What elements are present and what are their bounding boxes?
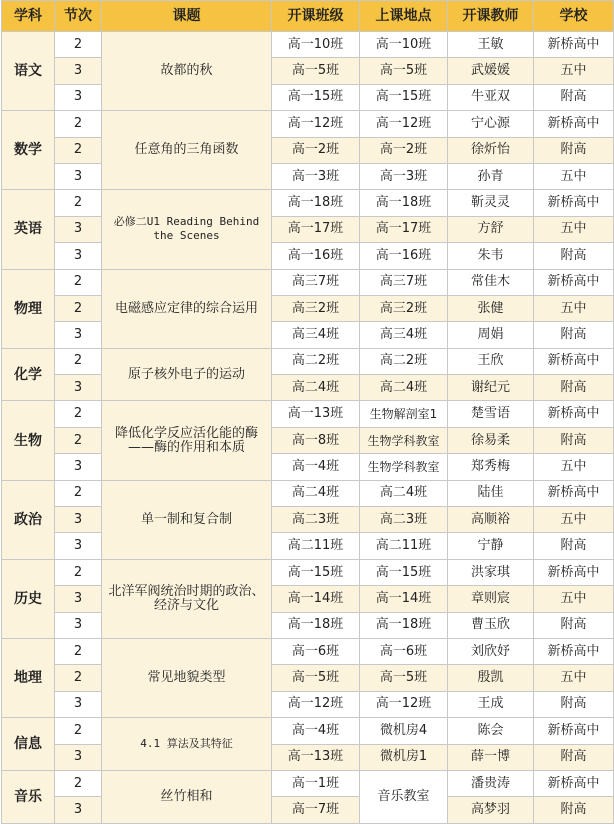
- table-body: [2, 32, 614, 824]
- class-cell: 高一18班: [272, 190, 360, 216]
- class-cell: 高二4班: [272, 375, 360, 401]
- school-cell: 新桥高中: [534, 559, 614, 585]
- location-cell: 高一18班: [360, 612, 448, 638]
- period-cell: 2: [55, 295, 102, 321]
- table-row: [2, 480, 614, 506]
- period-cell: 3: [55, 322, 102, 348]
- period-cell: 2: [55, 770, 102, 796]
- subject-cell: 数学: [2, 111, 55, 190]
- period-cell: 3: [55, 454, 102, 480]
- location-cell: 高二4班: [360, 480, 448, 506]
- table-row: [2, 58, 614, 84]
- subject-cell: 化学: [2, 348, 55, 401]
- teacher-cell: 陆佳: [448, 480, 534, 506]
- period-cell: 2: [55, 137, 102, 163]
- period-cell: 3: [55, 533, 102, 559]
- teacher-cell: 宁静: [448, 533, 534, 559]
- table-row: [2, 559, 614, 585]
- school-cell: 五中: [534, 454, 614, 480]
- topic-cell: 原子核外电子的运动: [102, 348, 272, 401]
- location-cell: 生物学科教室: [360, 427, 448, 453]
- location-cell: 高一12班: [360, 111, 448, 137]
- location-cell: 高二2班: [360, 348, 448, 374]
- school-cell: 五中: [534, 665, 614, 691]
- table-row: [2, 375, 614, 401]
- teacher-cell: 孙青: [448, 163, 534, 189]
- class-cell: 高三7班: [272, 269, 360, 295]
- period-cell: 2: [55, 401, 102, 427]
- location-cell: 高一15班: [360, 559, 448, 585]
- school-cell: 新桥高中: [534, 770, 614, 796]
- location-cell: 生物解剖室1: [360, 401, 448, 427]
- class-cell: 高一5班: [272, 665, 360, 691]
- class-cell: 高二4班: [272, 480, 360, 506]
- class-cell: 高一4班: [272, 454, 360, 480]
- teacher-cell: 谢纪元: [448, 375, 534, 401]
- school-cell: 附高: [534, 84, 614, 110]
- topic-cell: 必修二U1 Reading Behind the Scenes: [102, 190, 272, 269]
- table-row: [2, 691, 614, 717]
- table-row: [2, 718, 614, 744]
- class-cell: 高二11班: [272, 533, 360, 559]
- school-cell: 新桥高中: [534, 638, 614, 664]
- period-cell: 3: [55, 797, 102, 823]
- class-cell: 高一4班: [272, 718, 360, 744]
- school-cell: 五中: [534, 216, 614, 242]
- location-cell: 高一6班: [360, 638, 448, 664]
- location-cell: 高二3班: [360, 507, 448, 533]
- class-cell: 高一2班: [272, 137, 360, 163]
- teacher-cell: 曹玉欣: [448, 612, 534, 638]
- teacher-cell: 刘欣妤: [448, 638, 534, 664]
- location-cell: 高一15班: [360, 84, 448, 110]
- subject-cell: 地理: [2, 638, 55, 717]
- topic-cell: 任意角的三角函数: [102, 111, 272, 190]
- table-row: [2, 190, 614, 216]
- topic-cell: 电磁感应定律的综合运用: [102, 269, 272, 348]
- school-cell: 五中: [534, 58, 614, 84]
- school-cell: 五中: [534, 586, 614, 612]
- school-cell: 附高: [534, 744, 614, 770]
- location-cell: 微机房4: [360, 718, 448, 744]
- teacher-cell: 楚雪语: [448, 401, 534, 427]
- school-cell: 附高: [534, 533, 614, 559]
- location-cell: 高一3班: [360, 163, 448, 189]
- period-cell: 2: [55, 427, 102, 453]
- subject-cell: 语文: [2, 32, 55, 111]
- subject-cell: 音乐: [2, 770, 55, 823]
- class-cell: 高一7班: [272, 797, 360, 823]
- school-cell: 附高: [534, 243, 614, 269]
- class-cell: 高一10班: [272, 32, 360, 58]
- schedule-table: [1, 0, 614, 824]
- class-cell: 高一15班: [272, 559, 360, 585]
- topic-cell: 降低化学反应活化能的酶——酶的作用和本质: [102, 401, 272, 480]
- table-row: [2, 507, 614, 533]
- period-cell: 2: [55, 348, 102, 374]
- school-cell: 附高: [534, 691, 614, 717]
- location-cell: 高二11班: [360, 533, 448, 559]
- period-cell: 3: [55, 58, 102, 84]
- table-row: [2, 533, 614, 559]
- period-cell: 2: [55, 559, 102, 585]
- table-row: [2, 638, 614, 664]
- table-row: [2, 454, 614, 480]
- header-subject: 学科: [2, 1, 55, 32]
- location-cell: 高一14班: [360, 586, 448, 612]
- subject-cell: 政治: [2, 480, 55, 559]
- teacher-cell: 高顺裕: [448, 507, 534, 533]
- period-cell: 3: [55, 744, 102, 770]
- class-cell: 高二3班: [272, 507, 360, 533]
- period-cell: 2: [55, 111, 102, 137]
- period-cell: 2: [55, 32, 102, 58]
- location-cell: 高一5班: [360, 665, 448, 691]
- teacher-cell: 徐炘怡: [448, 137, 534, 163]
- school-cell: 新桥高中: [534, 718, 614, 744]
- header-school: 学校: [534, 1, 614, 32]
- teacher-cell: 章则宸: [448, 586, 534, 612]
- period-cell: 3: [55, 507, 102, 533]
- location-cell: 生物学科教室: [360, 454, 448, 480]
- class-cell: 高一5班: [272, 58, 360, 84]
- class-cell: 高三4班: [272, 322, 360, 348]
- period-cell: 2: [55, 269, 102, 295]
- header-class: 开课班级: [272, 1, 360, 32]
- period-cell: 2: [55, 665, 102, 691]
- subject-cell: 物理: [2, 269, 55, 348]
- table-row: [2, 322, 614, 348]
- topic-cell: 北洋军阀统治时期的政治、经济与文化: [102, 559, 272, 638]
- period-cell: 3: [55, 375, 102, 401]
- header-topic: 课题: [102, 1, 272, 32]
- location-cell: 高一16班: [360, 243, 448, 269]
- class-cell: 高三2班: [272, 295, 360, 321]
- header-row: [2, 1, 614, 32]
- table-row: [2, 744, 614, 770]
- school-cell: 附高: [534, 322, 614, 348]
- teacher-cell: 高梦羽: [448, 797, 534, 823]
- teacher-cell: 陈会: [448, 718, 534, 744]
- table-row: [2, 111, 614, 137]
- class-cell: 高一13班: [272, 401, 360, 427]
- period-cell: 3: [55, 691, 102, 717]
- school-cell: 新桥高中: [534, 111, 614, 137]
- table-row: [2, 163, 614, 189]
- header-period: 节次: [55, 1, 102, 32]
- period-cell: 2: [55, 190, 102, 216]
- header-teacher: 开课教师: [448, 1, 534, 32]
- location-cell: 高一18班: [360, 190, 448, 216]
- teacher-cell: 靳灵灵: [448, 190, 534, 216]
- teacher-cell: 潘贵涛: [448, 770, 534, 796]
- subject-cell: 历史: [2, 559, 55, 638]
- location-cell: 高一10班: [360, 32, 448, 58]
- table-row: [2, 84, 614, 110]
- subject-cell: 生物: [2, 401, 55, 480]
- topic-cell: 故都的秋: [102, 32, 272, 111]
- location-cell: 高一12班: [360, 691, 448, 717]
- header-location: 上课地点: [360, 1, 448, 32]
- class-cell: 高一15班: [272, 84, 360, 110]
- location-cell: 高一17班: [360, 216, 448, 242]
- class-cell: 高一18班: [272, 612, 360, 638]
- class-cell: 高二2班: [272, 348, 360, 374]
- teacher-cell: 宁心源: [448, 111, 534, 137]
- location-cell: 高一2班: [360, 137, 448, 163]
- teacher-cell: 武媛媛: [448, 58, 534, 84]
- school-cell: 新桥高中: [534, 480, 614, 506]
- table-row: [2, 348, 614, 374]
- class-cell: 高一12班: [272, 691, 360, 717]
- location-cell: 微机房1: [360, 744, 448, 770]
- class-cell: 高一14班: [272, 586, 360, 612]
- school-cell: 五中: [534, 507, 614, 533]
- school-cell: 附高: [534, 137, 614, 163]
- period-cell: 2: [55, 480, 102, 506]
- teacher-cell: 殷凯: [448, 665, 534, 691]
- school-cell: 新桥高中: [534, 32, 614, 58]
- class-cell: 高一3班: [272, 163, 360, 189]
- table-row: [2, 770, 614, 796]
- table-row: [2, 269, 614, 295]
- class-cell: 高一12班: [272, 111, 360, 137]
- teacher-cell: 薛一博: [448, 744, 534, 770]
- class-cell: 高一13班: [272, 744, 360, 770]
- table-row: [2, 401, 614, 427]
- school-cell: 新桥高中: [534, 269, 614, 295]
- teacher-cell: 张健: [448, 295, 534, 321]
- teacher-cell: 王敏: [448, 32, 534, 58]
- location-cell: 音乐教室: [360, 770, 448, 823]
- period-cell: 3: [55, 612, 102, 638]
- table-row: [2, 612, 614, 638]
- table-row: [2, 243, 614, 269]
- location-cell: 高三4班: [360, 322, 448, 348]
- topic-cell: 丝竹相和: [102, 770, 272, 823]
- period-cell: 3: [55, 163, 102, 189]
- period-cell: 3: [55, 243, 102, 269]
- class-cell: 高一17班: [272, 216, 360, 242]
- teacher-cell: 王成: [448, 691, 534, 717]
- period-cell: 2: [55, 718, 102, 744]
- location-cell: 高一5班: [360, 58, 448, 84]
- teacher-cell: 朱韦: [448, 243, 534, 269]
- teacher-cell: 郑秀梅: [448, 454, 534, 480]
- subject-cell: 信息: [2, 718, 55, 771]
- teacher-cell: 周娟: [448, 322, 534, 348]
- class-cell: 高一1班: [272, 770, 360, 796]
- school-cell: 附高: [534, 612, 614, 638]
- school-cell: 新桥高中: [534, 348, 614, 374]
- school-cell: 附高: [534, 427, 614, 453]
- school-cell: 新桥高中: [534, 190, 614, 216]
- class-cell: 高一8班: [272, 427, 360, 453]
- period-cell: 3: [55, 216, 102, 242]
- period-cell: 2: [55, 638, 102, 664]
- topic-cell: 单一制和复合制: [102, 480, 272, 559]
- location-cell: 高二4班: [360, 375, 448, 401]
- class-cell: 高一6班: [272, 638, 360, 664]
- school-cell: 新桥高中: [534, 401, 614, 427]
- school-cell: 附高: [534, 797, 614, 823]
- teacher-cell: 牛亚双: [448, 84, 534, 110]
- school-cell: 附高: [534, 375, 614, 401]
- table-row: [2, 586, 614, 612]
- table-row: [2, 797, 614, 823]
- table-row: [2, 32, 614, 58]
- topic-cell: 常见地貌类型: [102, 638, 272, 717]
- school-cell: 五中: [534, 163, 614, 189]
- teacher-cell: 常佳木: [448, 269, 534, 295]
- subject-cell: 英语: [2, 190, 55, 269]
- teacher-cell: 洪家琪: [448, 559, 534, 585]
- table-row: [2, 216, 614, 242]
- table-row: [2, 427, 614, 453]
- teacher-cell: 王欣: [448, 348, 534, 374]
- period-cell: 3: [55, 586, 102, 612]
- topic-cell: 4.1 算法及其特征: [102, 718, 272, 771]
- location-cell: 高三2班: [360, 295, 448, 321]
- teacher-cell: 徐易柔: [448, 427, 534, 453]
- location-cell: 高三7班: [360, 269, 448, 295]
- table-row: [2, 665, 614, 691]
- period-cell: 3: [55, 84, 102, 110]
- class-cell: 高一16班: [272, 243, 360, 269]
- school-cell: 五中: [534, 295, 614, 321]
- table-row: [2, 295, 614, 321]
- teacher-cell: 方舒: [448, 216, 534, 242]
- table-row: [2, 137, 614, 163]
